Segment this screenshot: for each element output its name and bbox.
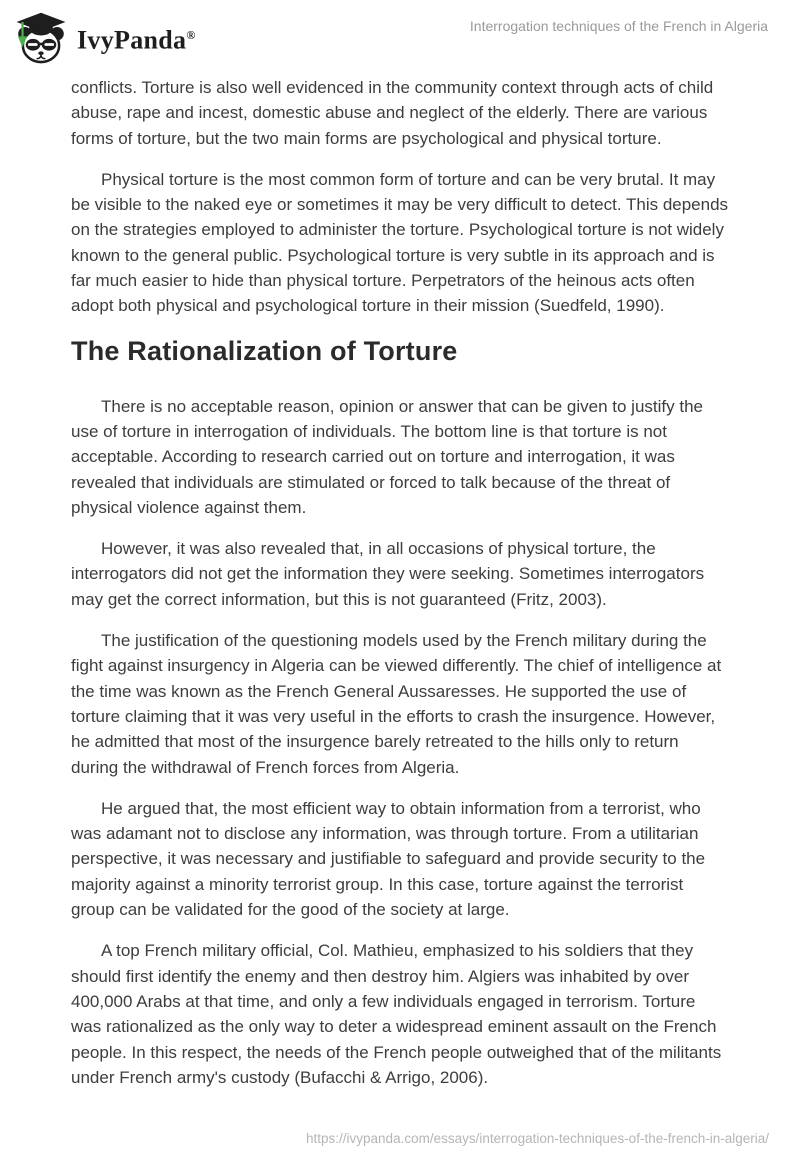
brand-name: IvyPanda®: [77, 25, 196, 55]
brand-logo: [14, 8, 196, 68]
paragraph: He argued that, the most efficient way to obtain information from a terrorist, who was adamant not to disclose any information, was through torture. From a utilitarian perspective, it was necessary and justifiable to safeguard and provide security to the majority against a minority terrorist group. In this case, torture against the terrorist group can be validated for the good of the society at large.: [71, 798, 706, 920]
paragraph: However, it was also revealed that, in all occasions of physical torture, the interrogators did not get the information they were seeking. Sometimes interrogators may get the correct information, but this is not guaranteed (Fritz, 2003).: [71, 539, 705, 609]
paragraph: There is no acceptable reason, opinion or answer that can be given to justify the use of torture in interrogation of individuals. The bottom line is that torture is not acceptable. According to research carried out on torture and interrogation, it was revealed that individuals are stimulated or forced to talk because of the threat of physical violence against them.: [71, 396, 703, 517]
panda-graduation-logo-icon: [14, 11, 68, 65]
paragraph: Physical torture is the most common form of torture and can be very brutal. It may be visible to the naked eye or sometimes it may be very difficult to detect. This depends on the strategies employed to administer the torture. Psychological torture is not widely known to the general public. Psychological torture is very subtle in its approach and is far much easier to hide than physical torture. Perpetrators of the heinous acts often adopt both physical and psychological torture in their mission (Suedfeld, 1990).: [71, 169, 729, 316]
page-footer: [306, 1131, 769, 1146]
paragraph: A top French military official, Col. Mathieu, emphasized to his soldiers that they should first identify the enemy and then destroy him. Algiers was inhabited by over 400,000 Arabs at that time, and only a few individuals engaged in terrorism. Torture was rationalized as the only way to deter a widespread eminent assault on the French people. In this respect, the needs of the French people outweighed that of the militants under French army's custody (Bufacchi & Arrigo, 2006).: [71, 941, 722, 1087]
paragraph: The justification of the questioning models used by the French military during the fight against insurgency in Algeria can be viewed differently. The chief of intelligence at the time was known as the French General Aussaresses. He supported the use of torture claiming that it was very useful in the efforts to crash the insurgence. However, he admitted that most of the insurgence barely retreated to the hills only to return during the withdrawal of French forces from Algeria.: [71, 631, 722, 777]
page-header: [0, 0, 800, 64]
source-url: https://ivypanda.com/essays/interrogation-techniques-of-the-french-in-algeria/: [306, 1131, 769, 1146]
registered-trademark: ®: [186, 28, 196, 42]
essay-body: [71, 75, 729, 1090]
document-title: Interrogation techniques of the French in Algeria: [469, 18, 768, 34]
paragraph: conflicts. Torture is also well evidenced in the community context through acts of child abuse, rape and incest, domestic abuse and neglect of the elderly. There are various forms of torture, but the two main forms are psychological and physical torture.: [71, 78, 714, 148]
section-heading: The Rationalization of Torture: [71, 335, 458, 366]
